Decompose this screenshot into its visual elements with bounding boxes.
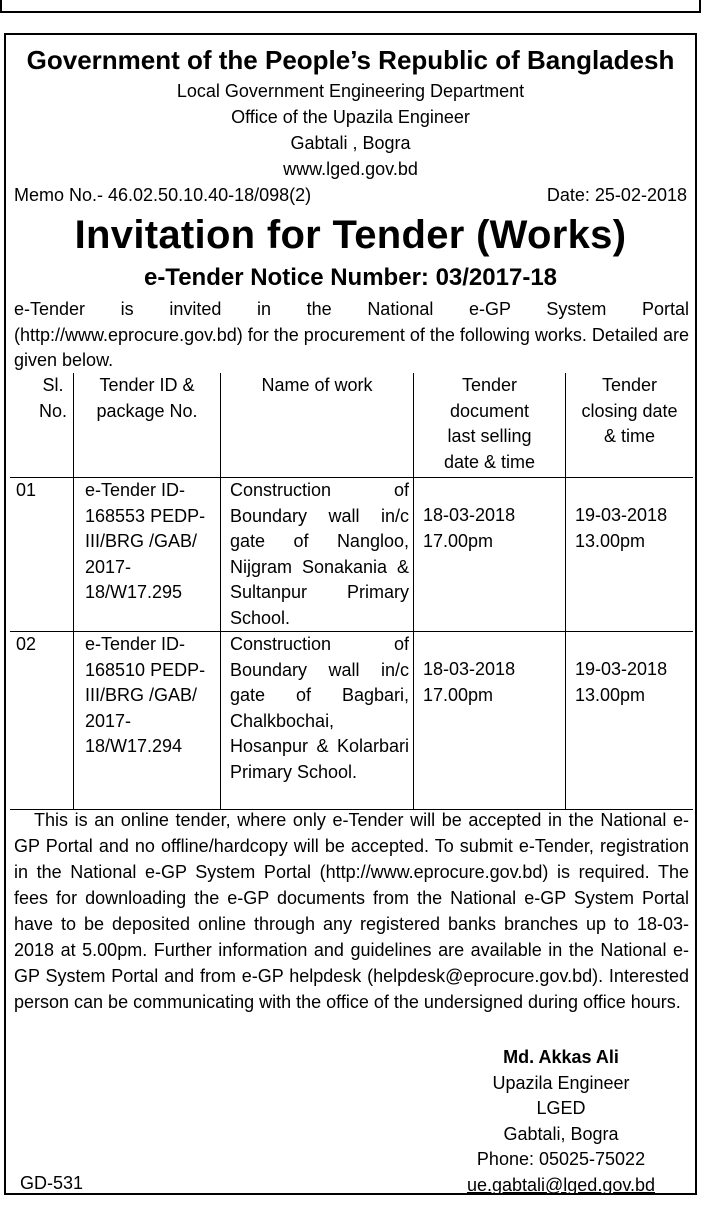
signatory-name: Md. Akkas Ali xyxy=(503,1047,619,1067)
government-heading: Government of the People’s Republic of Bangladesh xyxy=(26,45,675,75)
notice-number: e-Tender Notice Number: 03/2017-18 xyxy=(143,264,558,291)
website-line: www.lged.gov.bd xyxy=(283,159,418,179)
row-name-of-work: Construction of Boundary wall in/c gate of Bagbari, Chalkbochai, Hosanpur & Kolarbari Primary School. xyxy=(221,632,414,810)
last-selling-date: 18-03-2018 xyxy=(423,659,516,679)
intro-paragraph xyxy=(14,297,689,374)
last-selling-date: 18-03-2018 xyxy=(423,505,516,525)
closing-time: 13.00pm xyxy=(575,530,646,551)
gd-number: GD-531 xyxy=(20,1173,84,1193)
intro-line-rest: (http://www.eprocure.gov.bd) for the procurement of the following works. Detailed are given below. xyxy=(14,324,689,370)
signatory-phone: Phone: 05025-75022 xyxy=(476,1149,646,1169)
intro-line-1: e-Tender is invited in the National e-GP System Portal xyxy=(14,299,689,319)
signatory-location: Gabtali, Bogra xyxy=(503,1123,619,1144)
last-selling-time: 17.00pm xyxy=(423,530,494,551)
memo-row xyxy=(14,185,687,206)
closing-date: 19-03-2018 xyxy=(575,659,668,679)
memo-number: Memo No.- 46.02.50.10.40-18/098(2) xyxy=(14,185,312,205)
department-line: Local Government Engineering Department xyxy=(176,81,525,101)
notice-title: Invitation for Tender (Works) xyxy=(74,213,627,257)
header-sl: Sl. No. xyxy=(10,373,74,478)
instructions-paragraph: This is an online tender, where only e-Tender will be accepted in the National e-GP Portal and no offline/hardcopy will be accepted. To submit e-Tender, registration in the National e-GP System Portal (http://www.eprocure.gov.bd) is required. The fees for downloading the e-GP documents from the National e-GP System Portal have to be deposited online through any registered banks branches up to 18-03-2018 at 5.00pm. Further information and guidelines are available in the National e-GP System Portal and from e-GP helpdesk (helpdesk@eprocure.gov.bd). Interested person can be communicating with the office of the undersigned during office hours. xyxy=(14,810,689,1012)
location-line: Gabtali , Bogra xyxy=(290,133,411,153)
row-last-selling xyxy=(414,478,566,632)
office-line: Office of the Upazila Engineer xyxy=(231,107,470,127)
previous-notice-border xyxy=(0,0,701,13)
table-row xyxy=(10,632,693,810)
table-header-row xyxy=(10,373,693,478)
signature-block xyxy=(456,1045,666,1198)
signatory-org: LGED xyxy=(536,1098,586,1118)
tender-table xyxy=(10,373,693,810)
row-last-selling xyxy=(414,632,566,810)
signatory-designation: Upazila Engineer xyxy=(492,1072,630,1093)
header-last-selling: Tender document last selling date & time xyxy=(414,373,566,478)
closing-date: 19-03-2018 xyxy=(575,505,668,525)
row-closing xyxy=(566,632,694,810)
row-closing xyxy=(566,478,694,632)
signatory-email-link[interactable]: ue.gabtali@lged.gov.bd xyxy=(466,1174,656,1195)
closing-time: 13.00pm xyxy=(575,684,646,705)
tender-notice xyxy=(4,33,697,1195)
table-row xyxy=(10,478,693,632)
memo-date: Date: 25-02-2018 xyxy=(546,185,687,205)
header-closing: Tender closing date & time xyxy=(566,373,694,478)
row-tender-id: e-Tender ID-168553 PEDP-III/BRG /GAB/ 2017-18/W17.295 xyxy=(74,478,221,632)
row-sl: 01 xyxy=(10,478,74,632)
row-sl: 02 xyxy=(10,632,74,810)
row-tender-id: e-Tender ID-168510 PEDP-III/BRG /GAB/ 2017-18/W17.294 xyxy=(74,632,221,810)
last-selling-time: 17.00pm xyxy=(423,684,494,705)
header-tender-id: Tender ID & package No. xyxy=(74,373,221,478)
row-name-of-work: Construction of Boundary wall in/c gate of Nangloo, Nijgram Sonakania & Sultanpur Primary School. xyxy=(221,478,414,632)
header-name-of-work: Name of work xyxy=(221,373,414,478)
